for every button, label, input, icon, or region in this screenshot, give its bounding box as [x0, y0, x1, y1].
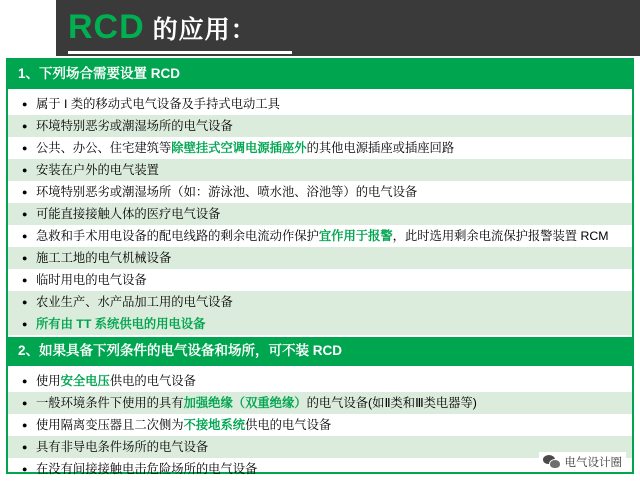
list-item-text: 属于 I 类的移动式电气设备及手持式电动工具: [36, 96, 280, 111]
watermark-label: 电气设计圈: [564, 457, 622, 469]
watermark-badge: [539, 452, 627, 472]
list-item-text: 一般环境条件下使用的具有加强绝缘（双重绝缘）的电气设备(如Ⅱ类和Ⅲ类电器等): [36, 395, 477, 410]
list-item-text: 农业生产、水产品加工用的电气设备: [36, 294, 233, 309]
list-item-text: 使用安全电压供电的电气设备: [36, 373, 196, 388]
list-item-text: 公共、办公、住宅建筑等除壁挂式空调电源插座外的其他电源插座或插座回路: [36, 140, 455, 155]
page-title-main: RCD: [68, 8, 145, 46]
list-item-text: 施工工地的电气机械设备: [36, 250, 172, 265]
bullet-icon: ●: [22, 142, 28, 153]
bullet-icon: ●: [22, 397, 28, 408]
list-item-text: 临时用电的电气设备: [36, 272, 147, 287]
list-item: [8, 370, 632, 392]
list-item: [8, 269, 632, 291]
list-item: [8, 247, 632, 269]
bullet-icon: ●: [22, 120, 28, 131]
list-item-text: 具有非导电条件场所的电气设备: [36, 439, 209, 454]
title-bar: [0, 0, 640, 56]
list-item-text: 环境特别恶劣或潮湿场所的电气设备: [36, 118, 233, 133]
bullet-icon: ●: [22, 230, 28, 241]
list-item: [8, 137, 632, 159]
bullet-icon: ●: [22, 318, 28, 329]
list-item-text: 安装在户外的电气装置: [36, 162, 159, 177]
list-item: [8, 181, 632, 203]
list-item: [8, 414, 632, 436]
section-heading-1: 1、下列场合需要设置 RCD: [8, 60, 632, 89]
bullet-icon: ●: [22, 375, 28, 386]
bullet-icon: ●: [22, 419, 28, 430]
bullet-icon: ●: [22, 463, 28, 474]
section-heading-2: 2、如果具备下列条件的电气设备和场所，可不装 RCD: [8, 337, 632, 366]
bullet-icon: ●: [22, 186, 28, 197]
list-item: [8, 115, 632, 137]
list-item: [8, 392, 632, 414]
list-item: [8, 225, 632, 247]
bullet-icon: ●: [22, 98, 28, 109]
section-list-1: [8, 89, 632, 337]
page-title: [68, 2, 257, 55]
title-underline: [68, 51, 292, 54]
list-item: [8, 313, 632, 335]
list-item-text: 急救和手术用电设备的配电线路的剩余电流动作保护宜作用于报警，此时选用剩余电流保护报警装置 RCM: [36, 228, 609, 243]
content-frame: [6, 58, 634, 474]
bullet-icon: ●: [22, 208, 28, 219]
list-item: [8, 93, 632, 115]
list-item: [8, 159, 632, 181]
bullet-icon: ●: [22, 252, 28, 263]
list-item-text: 在没有间接接触电击危险场所的电气设备: [36, 461, 258, 476]
list-item-text: 所有由 TT 系统供电的用电设备: [36, 316, 206, 331]
bullet-icon: ●: [22, 164, 28, 175]
bullet-icon: ●: [22, 441, 28, 452]
bullet-icon: ●: [22, 274, 28, 285]
wechat-icon: [543, 455, 560, 469]
title-accent-block: [0, 0, 56, 56]
page-title-suffix: 的应用：: [144, 16, 257, 44]
list-item: [8, 203, 632, 225]
list-item-text: 环境特别恶劣或潮湿场所（如：游泳池、喷水池、浴池等）的电气设备: [36, 184, 418, 199]
list-item: [8, 291, 632, 313]
list-item-text: 使用隔离变压器且二次侧为不接地系统供电的电气设备: [36, 417, 332, 432]
list-item-text: 可能直接接触人体的医疗电气设备: [36, 206, 221, 221]
bullet-icon: ●: [22, 296, 28, 307]
